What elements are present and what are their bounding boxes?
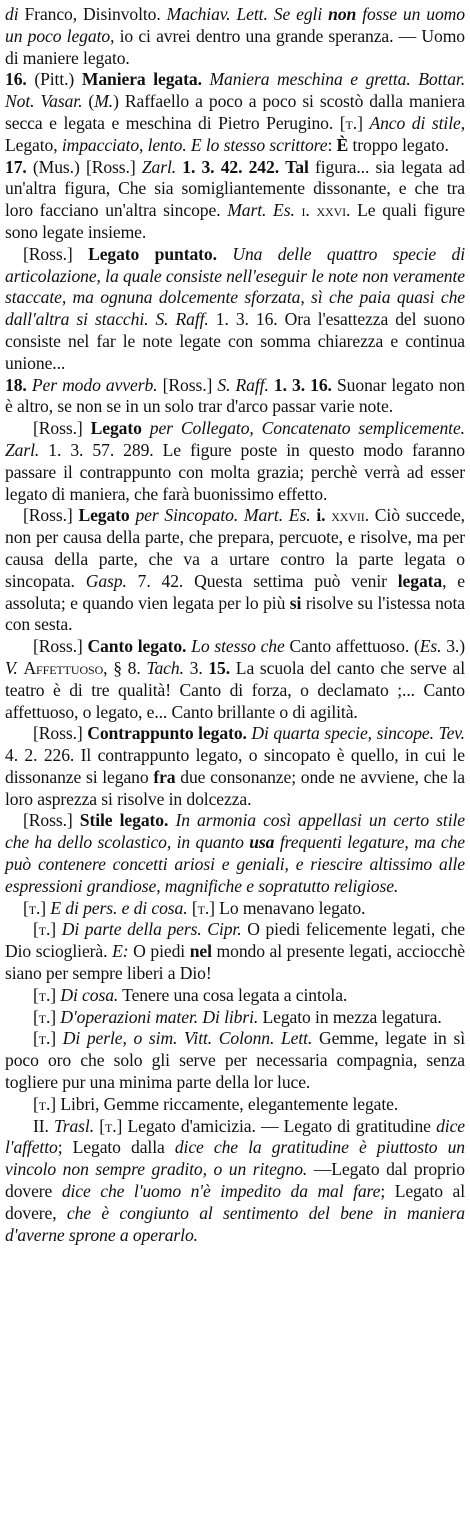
entry-legato-sincopato: [Ross.] Legato per Sincopato. Mart. Es. i. xxvii. Ciò succede, non per causa della parte, che prepara, percuote, e risolve, ma per causa della parte, che va a urtare contro la parte legata o sincopata. Gasp. 7. 42. Questa settima può venir legata, e assoluta; e quando vien legata per lo più si risolve su l'istessa nota con sesta. — [5, 505, 466, 635]
entry-18-modo-avverbiale: 18. Per modo avverb. [Ross.] S. Raff. 1. 3. 16. Suonar legato non è altro, se non se in un solo trar d'arco passar varie note. — [5, 374, 465, 417]
entry-canto-legato: [Ross.] Canto legato. Lo stesso che Canto affettuoso. (Es. 3.) V. Affettuoso, § 8. Tach. 3. 15. La scuola del canto che serve al teatro è di tre qualità! Canto di forza, o declamato ;... Canto affettuoso, o legato, e... Canto brillante o di agilità. — [5, 636, 465, 722]
entry-continuation: di Franco, Disinvolto. Machiav. Lett. Se egli non fosse un uomo un poco legato, io ci avrei dentro una grande speranza. — Uomo di maniere legato. — [5, 4, 465, 68]
entry-16-maniera-legata: 16. (Pitt.) Maniera legata. Maniera meschina e gretta. Bottar. Not. Vasar. (M.) Raffaello a poco a poco si scostò dalla maniera secca e legata e meschina di Pietro Perugino. [t.] Anco di stile, Legato, impacciato, lento. E lo stesso scrittore: È troppo legato. — [5, 69, 466, 155]
entry-legato-collegato: [Ross.] Legato per Collegato, Concatenato semplicemente. Zarl. 1. 3. 57. 289. Le figure poste in questo modo faranno passare il contrappunto con molta grazia; perchè verrà ad esser legato di maniera, che farà buonissimo effetto. — [5, 418, 465, 504]
entry-di-cosa: [t.] Di cosa. Tenere una cosa legata a cintola. — [33, 984, 348, 1005]
entry-17-musica: 17. (Mus.) [Ross.] Zarl. 1. 3. 42. 242. Tal figura... sia legata ad un'altra figura, Che sia somigliantemente dissonante, e che tra loro facciano un'altra sincope. Mart. Es. i. xxvi. Le quali figure sono legate insieme. — [5, 156, 465, 242]
entry-ii-traslato: II. Trasl. [t.] Legato d'amicizia. — Legato di gratitudine dice l'affetto; Legato dalla dice che la gratitudine è piuttosto un vincolo non sempre gradito, o un ritegno. —Legato dal proprio dovere dice che l'uomo n'è impedito da mal fare; Legato al dovere, che è congiunto al sentimento del bene in maniera d'averne sprone a operarlo. — [5, 1115, 465, 1245]
entry-di-parte-della-pers: [t.] Di parte della pers. Cipr. O piedi felicemente legati, che Dio scioglierà. E: O piedi nel mondo al presente legati, acciocchè siano per sempre liberi a Dio! — [5, 919, 465, 984]
entry-stile-legato: [Ross.] Stile legato. In armonia così appellasi un certo stile che ha dello scolastico, in quanto usa frequenti legature, ma che può contenere concetti ariosi e geniali, e riescire altissimo alle espressioni grandiose, magnifiche e sopratutto religiose. — [5, 810, 466, 896]
entry-operazioni-mater: [t.] D'operazioni mater. Di libri. Legato in mezza legatura. — [33, 1006, 442, 1027]
entry-libri-gemme: [t.] Libri, Gemme riccamente, elegantemente legate. — [33, 1093, 399, 1114]
entry-di-pers-e-cosa: [t.] E di pers. e di cosa. [t.] Lo menavano legato. — [23, 897, 366, 918]
entry-contrappunto-legato: [Ross.] Contrappunto legato. Di quarta specie, sincope. Tev. 4. 2. 226. Il contrappunto legato, o sincopato è quello, in cui le dissonanze si legano fra due consonanze; onde ne avviene, che la loro asprezza si risolve in dolcezza. — [5, 723, 465, 809]
entry-di-perle: [t.] Di perle, o sim. Vitt. Colonn. Lett. Gemme, legate in sì poco oro che solo gli serve per necessaria compagnia, senza togliere pur una minima parte della lor luce. — [5, 1028, 465, 1093]
entry-legato-puntato: [Ross.] Legato puntato. Una delle quattro specie di articolazione, la quale consiste nell'eseguir le note non veramente staccate, ma ognuna dolcemente sforzata, sì che paia quasi che dall'altra si stacchi. S. Raff. 1. 3. 16. Ora l'esattezza del suono consiste nel far le note legate con somma chiarezza e continua unione... — [5, 243, 465, 373]
